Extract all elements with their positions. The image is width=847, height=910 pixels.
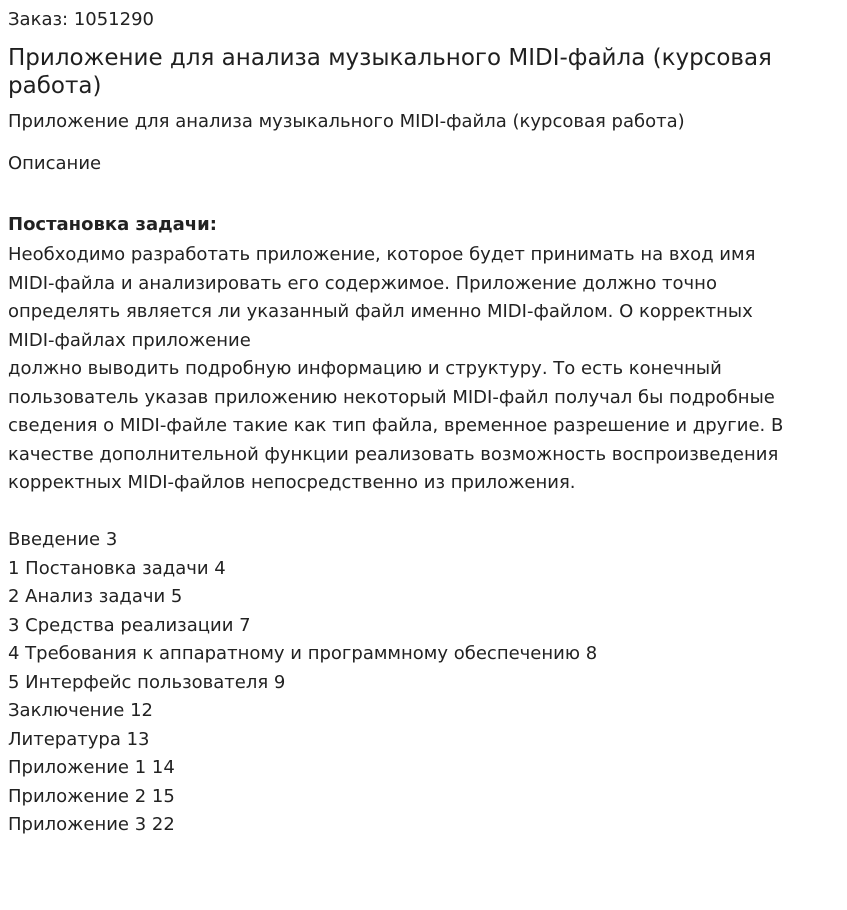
- description-line: MIDI-файла и анализировать его содержимое. Приложение должно точно: [8, 272, 717, 294]
- description-line: корректных MIDI-файлов непосредственно из приложения.: [8, 472, 576, 493]
- task-heading: Постановка задачи:: [8, 214, 217, 235]
- toc-item: Приложение 2 15: [8, 785, 175, 807]
- blank-line: [8, 498, 839, 527]
- toc-item: 5 Интерфейс пользователя 9: [8, 671, 286, 693]
- toc-item: Введение 3: [8, 529, 118, 550]
- toc-item: 2 Анализ задачи 5: [8, 586, 183, 607]
- document-subtitle: Приложение для анализа музыкального MIDI-файла (курсовая работа): [8, 111, 685, 132]
- description-line: Необходимо разработать приложение, которое будет принимать на вход имя: [8, 244, 756, 265]
- description-line: MIDI-файлах приложение: [8, 329, 251, 351]
- toc-item: Приложение 3 22: [8, 814, 175, 835]
- description-line: должно выводить подробную информацию и структуру. То есть конечный: [8, 358, 722, 379]
- toc-item: Заключение 12: [8, 700, 153, 721]
- table-of-contents: [8, 526, 839, 840]
- description-text: [8, 241, 839, 498]
- description-label: Описание: [8, 153, 102, 174]
- toc-item: Приложение 1 14: [8, 757, 175, 778]
- toc-item: 4 Требования к аппаратному и программному обеспечению 8: [8, 643, 598, 664]
- description-line: сведения о MIDI-файле такие как тип файла, временное разрешение и другие. В: [8, 415, 784, 436]
- order-number: Заказ: 1051290: [8, 9, 154, 30]
- toc-item: 1 Постановка задачи 4: [8, 557, 226, 579]
- description-line: определять является ли указанный файл именно MIDI-файлом. О корректных: [8, 301, 753, 322]
- document-title: Приложение для анализа музыкального MIDI-файла (курсовая работа): [8, 45, 772, 99]
- toc-item: Литература 13: [8, 728, 150, 750]
- toc-item: 3 Средства реализации 7: [8, 614, 251, 636]
- description-line: качестве дополнительной функции реализовать возможность воспроизведения: [8, 443, 779, 465]
- description-line: пользователь указав приложению некоторый MIDI-файл получал бы подробные: [8, 386, 775, 408]
